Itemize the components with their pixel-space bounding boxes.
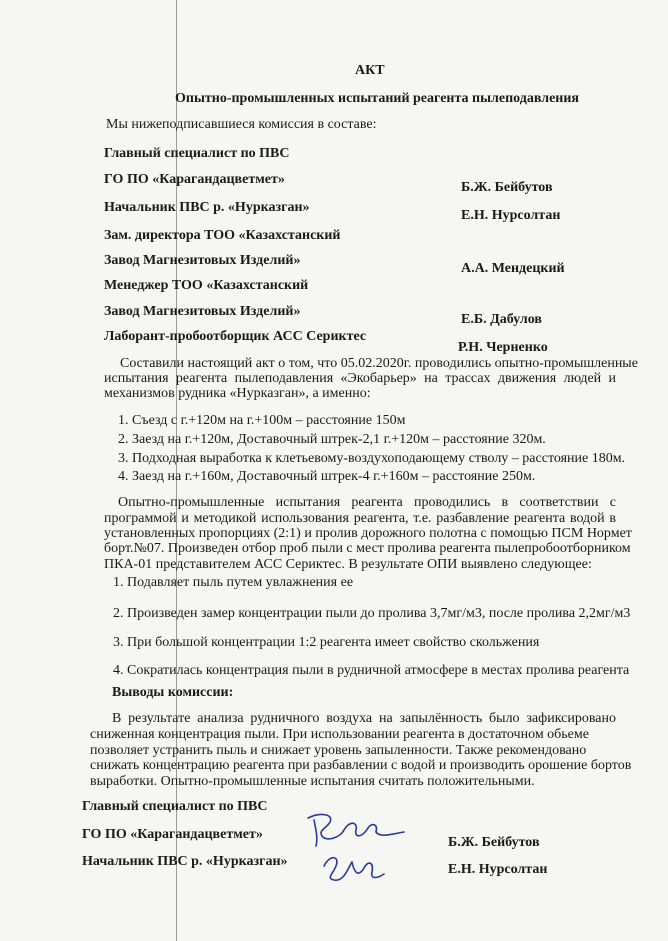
- route-item: 2. Заезд на г.+120м, Доставочный штрек-2,1 г.+120м – расстояние 320м.: [118, 432, 546, 447]
- route-item: 4. Заезд на г.+160м, Доставочный штрек-4 г.+160м – расстояние 250м.: [118, 469, 536, 484]
- conclusions-heading: Выводы комиссии:: [112, 685, 234, 700]
- handwritten-signature-2: [318, 848, 388, 888]
- conclusions-text: позволяет устранить пыль и снижает уровень запыленности. Также рекомендовано: [90, 743, 587, 758]
- commission-position: Лаборант-пробоотборщик АСС Сериктес: [104, 329, 367, 344]
- commission-position: Менеджер ТОО «Казахстанский: [104, 278, 309, 293]
- result-item: 4. Сократилась концентрация пыли в рудничной атмосфере в местах пролива реагента: [113, 663, 630, 678]
- signatory-position: Главный специалист по ПВС: [82, 799, 268, 814]
- route-item: 3. Подходная выработка к клетьевому-воздухоподающему стволу – расстояние 180м.: [118, 451, 626, 466]
- signatory-position: ГО ПО «Карагандацветмет»: [82, 827, 263, 842]
- commission-member-name: А.А. Мендецкий: [461, 261, 565, 276]
- result-item: 1. Подавляет пыль путем увлажнения ее: [113, 575, 354, 590]
- route-item: 1. Съезд с г.+120м на г.+100м – расстояние 150м: [118, 413, 406, 428]
- signatory-name: Е.Н. Нурсолтан: [448, 862, 548, 877]
- commission-position: Начальник ПВС р. «Нурказган»: [104, 200, 310, 215]
- commission-position: Завод Магнезитовых Изделий»: [104, 253, 301, 268]
- body-text: установленных пропорциях (2:1) и пролив дорожного полотна с помощью ПСМ Нормет: [104, 526, 632, 541]
- result-item: 2. Произведен замер концентрации пыли до пролива 3,7мг/м3, после пролива 2,2мг/м3: [113, 606, 631, 621]
- body-text: программой и методикой использования реагента, т.е. разбавление реагента водой в: [104, 511, 616, 526]
- body-text: Опытно-промышленные испытания реагента проводились в соответствии с: [118, 495, 616, 510]
- commission-member-name: Е.Б. Дабулов: [461, 312, 542, 327]
- commission-position: Зам. директора ТОО «Казахстанский: [104, 228, 341, 243]
- commission-member-name: Е.Н. Нурсолтан: [461, 208, 561, 223]
- commission-member-name: Б.Ж. Бейбутов: [461, 180, 553, 195]
- handwritten-signature-1: [300, 808, 410, 853]
- conclusions-text: снижать концентрацию реагента при разбавлении с водой и производить орошение бортов: [90, 758, 632, 773]
- signatory-name: Б.Ж. Бейбутов: [448, 835, 540, 850]
- conclusions-text: сниженная концентрация пыли. При использовании реагента в достаточном обьеме: [90, 727, 589, 742]
- commission-position: Главный специалист по ПВС: [104, 146, 290, 161]
- body-text: ПКА-01 представителем АСС Сериктес. В результате ОПИ выявлено следующее:: [104, 557, 592, 572]
- body-text: борт.№07. Произведен отбор проб пыли с мест пролива реагента пылепробоотборником: [104, 541, 631, 556]
- signatory-position: Начальник ПВС р. «Нурказган»: [82, 854, 288, 869]
- body-text: Составили настоящий акт о том, что 05.02.2020г. проводились опытно-промышленные: [120, 356, 638, 371]
- intro-text: Мы нижеподписавшиеся комиссия в составе:: [106, 117, 377, 132]
- document-title: АКТ: [355, 63, 385, 78]
- commission-member-name: Р.Н. Черненко: [458, 340, 548, 355]
- result-item: 3. При большой концентрации 1:2 реагента имеет свойство скольжения: [113, 635, 540, 650]
- document-subtitle: Опытно-промышленных испытаний реагента пылеподавления: [175, 91, 579, 106]
- commission-position: ГО ПО «Карагандацветмет»: [104, 172, 285, 187]
- body-text: механизмов рудника «Нурказган», а именно:: [104, 386, 371, 401]
- body-text: испытания реагента пылеподавления «Экобарьер» на трассах движения людей и: [104, 371, 616, 386]
- commission-position: Завод Магнезитовых Изделий»: [104, 304, 301, 319]
- conclusions-text: выработки. Опытно-промышленные испытания считать положительными.: [90, 774, 535, 789]
- conclusions-text: В результате анализа рудничного воздуха на запылённость было зафиксировано: [112, 711, 616, 726]
